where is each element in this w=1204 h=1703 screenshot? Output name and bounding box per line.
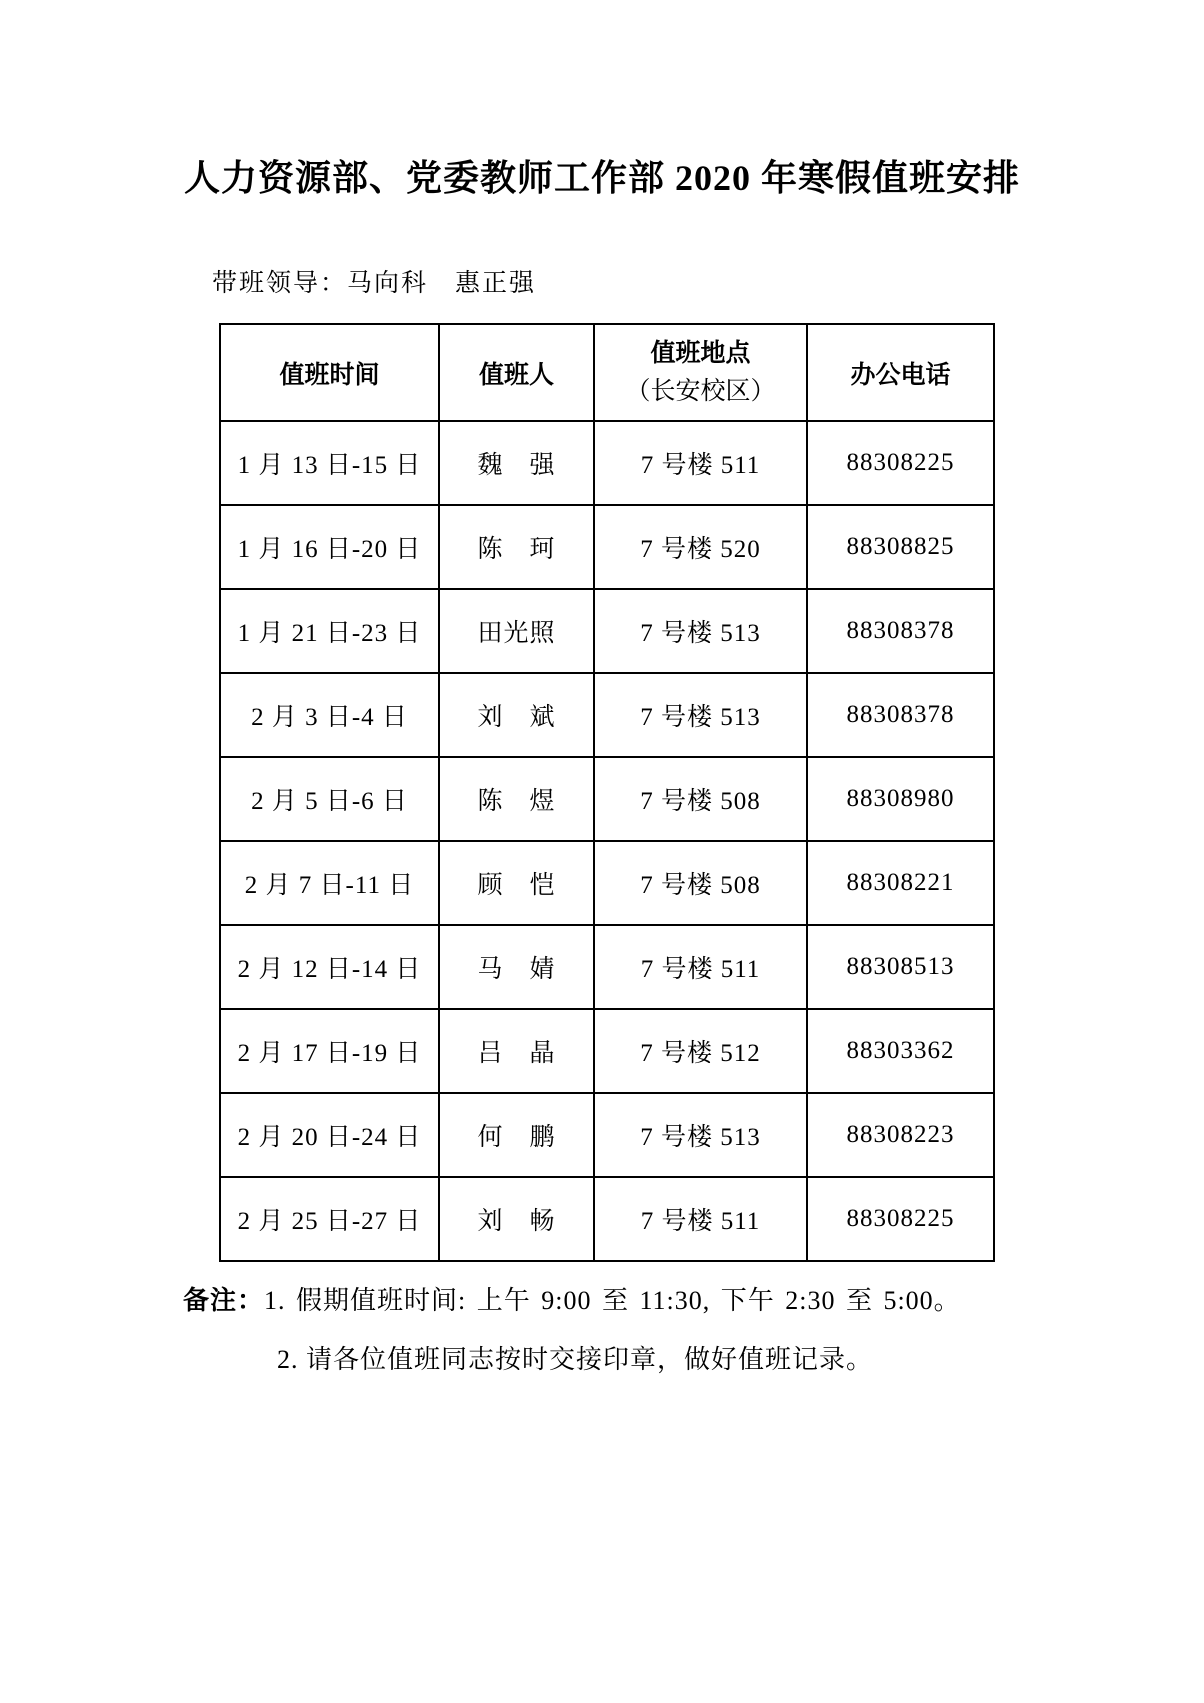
cell-duty-person: 刘 畅 (439, 1177, 594, 1261)
table-header-row (220, 324, 994, 421)
cell-duty-location: 7 号楼 511 (594, 925, 807, 1009)
cell-duty-location: 7 号楼 520 (594, 505, 807, 589)
notes-label: 备注： (183, 1286, 265, 1315)
cell-office-phone: 88308513 (807, 925, 994, 1009)
cell-office-phone: 88308378 (807, 589, 994, 673)
table-row (220, 589, 994, 673)
cell-duty-person: 马 婧 (439, 925, 594, 1009)
cell-duty-person: 吕 晶 (439, 1009, 594, 1093)
notes-line-1 (183, 1280, 1204, 1317)
cell-duty-time: 2 月 5 日-6 日 (220, 757, 439, 841)
col-header-duty-person: 值班人 (439, 324, 594, 421)
cell-duty-person: 魏 强 (439, 421, 594, 505)
col-header-duty-time: 值班时间 (220, 324, 439, 421)
cell-duty-person: 刘 斌 (439, 673, 594, 757)
cell-duty-location: 7 号楼 513 (594, 589, 807, 673)
cell-duty-location: 7 号楼 508 (594, 757, 807, 841)
duty-location-campus: （长安校区） (625, 377, 776, 405)
cell-office-phone: 88308225 (807, 421, 994, 505)
cell-office-phone: 88308225 (807, 1177, 994, 1261)
cell-office-phone: 88308221 (807, 841, 994, 925)
cell-duty-time: 2 月 25 日-27 日 (220, 1177, 439, 1261)
table-row (220, 757, 994, 841)
cell-duty-time: 1 月 16 日-20 日 (220, 505, 439, 589)
cell-office-phone: 88308223 (807, 1093, 994, 1177)
cell-duty-person: 何 鹏 (439, 1093, 594, 1177)
table-row (220, 1009, 994, 1093)
cell-duty-location: 7 号楼 511 (594, 1177, 807, 1261)
duty-schedule-table (219, 323, 995, 1262)
cell-office-phone: 88308825 (807, 505, 994, 589)
cell-duty-time: 2 月 17 日-19 日 (220, 1009, 439, 1093)
table-row (220, 925, 994, 1009)
table-row (220, 673, 994, 757)
note-1-text: 1. 假期值班时间: 上午 9:00 至 11:30, 下午 2:30 至 5:00。 (264, 1286, 961, 1315)
table-row (220, 841, 994, 925)
cell-duty-location: 7 号楼 511 (594, 421, 807, 505)
cell-duty-person: 田光照 (439, 589, 594, 673)
leader-line: 带班领导：马向科 惠正强 (212, 270, 537, 297)
cell-duty-location: 7 号楼 513 (594, 1093, 807, 1177)
cell-duty-person: 陈 煜 (439, 757, 594, 841)
table-row (220, 505, 994, 589)
table-row (220, 1093, 994, 1177)
cell-office-phone: 88303362 (807, 1009, 994, 1093)
table-row (220, 1177, 994, 1261)
cell-duty-time: 1 月 21 日-23 日 (220, 589, 439, 673)
duty-location-title: 值班地点 (650, 339, 751, 367)
cell-duty-location: 7 号楼 513 (594, 673, 807, 757)
cell-office-phone: 88308980 (807, 757, 994, 841)
cell-duty-time: 2 月 3 日-4 日 (220, 673, 439, 757)
cell-duty-person: 陈 珂 (439, 505, 594, 589)
cell-office-phone: 88308378 (807, 673, 994, 757)
notes-line-2: 2. 请各位值班同志按时交接印章，做好值班记录。 (277, 1345, 874, 1374)
cell-duty-location: 7 号楼 512 (594, 1009, 807, 1093)
cell-duty-time: 2 月 20 日-24 日 (220, 1093, 439, 1177)
cell-duty-person: 顾 恺 (439, 841, 594, 925)
cell-duty-location: 7 号楼 508 (594, 841, 807, 925)
col-header-duty-location (594, 324, 807, 421)
cell-duty-time: 2 月 7 日-11 日 (220, 841, 439, 925)
page-title: 人力资源部、党委教师工作部 2020 年寒假值班安排 (183, 158, 1020, 198)
col-header-office-phone: 办公电话 (807, 324, 994, 421)
cell-duty-time: 1 月 13 日-15 日 (220, 421, 439, 505)
table-row (220, 421, 994, 505)
cell-duty-time: 2 月 12 日-14 日 (220, 925, 439, 1009)
